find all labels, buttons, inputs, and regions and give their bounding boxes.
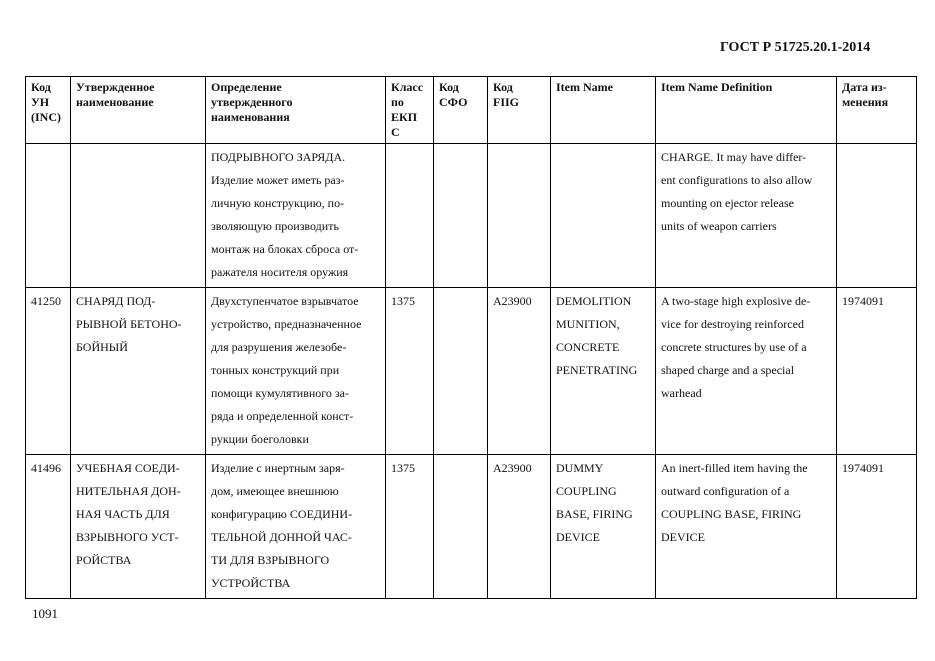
cell-line: mounting on ejector release [661,196,794,210]
cell-name_ru [71,288,206,455]
cell-def_ru [206,455,386,599]
column-header-inc [26,77,71,144]
header-line: ЕКП [391,110,418,124]
column-header-name_en [551,77,656,144]
header-line: Утвержденное [76,80,155,94]
cell-line: 41496 [31,461,61,475]
header-line: утвержденного [211,95,293,109]
cell-name_en [551,455,656,599]
header-line: (INC) [31,110,61,124]
header-line: наименование [76,95,154,109]
cell-line: warhead [661,386,702,400]
header-line: наименования [211,110,290,124]
cell-line: ТИ ДЛЯ ВЗРЫВНОГО [211,553,330,567]
cell-line: НАЯ ЧАСТЬ ДЛЯ [76,507,170,521]
cell-inc [26,288,71,455]
column-header-sfo [434,77,488,144]
cell-def_ru [206,288,386,455]
header-line: FIIG [493,95,520,109]
cell-name_en [551,144,656,288]
cell-inc [26,455,71,599]
cell-line: РОЙСТВА [76,553,132,567]
cell-name_ru [71,455,206,599]
cell-line: 1974091 [842,294,884,308]
cell-line: An inert-filled item having the [661,461,808,475]
header-line: Код [493,80,513,94]
cell-date [837,288,917,455]
cell-line: БОЙНЫЙ [76,340,128,354]
cell-line: A23900 [493,461,532,475]
column-header-fiig [488,77,551,144]
cell-sfo [434,288,488,455]
cell-sfo [434,455,488,599]
header-line: Дата из- [842,80,887,94]
cell-line: помощи кумулятивного за- [211,386,349,400]
cell-line: CONCRETE [556,340,620,354]
header-line: менения [842,95,889,109]
cell-line: DEMOLITION [556,294,632,308]
cell-line: зволяющую производить [211,219,339,233]
cell-line: ent configurations to also allow [661,173,813,187]
header-line: Item Name Definition [661,80,773,94]
header-line: С [391,125,400,139]
table-row [26,144,917,288]
cell-def_en [656,288,837,455]
column-header-date [837,77,917,144]
cell-line: монтаж на блоках сброса от- [211,242,359,256]
cell-line: УСТРОЙСТВА [211,576,291,590]
cell-line: рукции боеголовки [211,432,309,446]
cell-line: СНАРЯД ПОД- [76,294,156,308]
cell-line: CHARGE. It may have differ- [661,150,807,164]
cell-def_en [656,455,837,599]
cell-line: COUPLING [556,484,617,498]
cell-line: конфигурацию СОЕДИНИ- [211,507,353,521]
cell-line: 1375 [391,294,415,308]
cell-line: outward configuration of a [661,484,790,498]
cell-line: DEVICE [661,530,705,544]
cell-line: A23900 [493,294,532,308]
cell-line: COUPLING BASE, FIRING [661,507,802,521]
column-header-name_ru [71,77,206,144]
cell-fiig [488,144,551,288]
cell-line: УЧЕБНАЯ СОЕДИ- [76,461,180,475]
cell-line: НИТЕЛЬНАЯ ДОН- [76,484,181,498]
cell-class [386,288,434,455]
table-row [26,455,917,599]
cell-line: A two-stage high explosive de- [661,294,811,308]
cell-line: ПОДРЫВНОГО ЗАРЯДА. [211,150,346,164]
cell-line: для разрушения железобе- [211,340,347,354]
cell-line: устройство, предназначенное [211,317,362,331]
cell-line: 41250 [31,294,61,308]
cell-line: 1974091 [842,461,884,475]
column-header-def_ru [206,77,386,144]
cell-line: ТЕЛЬНОЙ ДОННОЙ ЧАС- [211,530,352,544]
cell-line: DUMMY [556,461,604,475]
catalog-table [25,76,917,599]
cell-line: Двухступенчатое взрывчатое [211,294,359,308]
cell-date [837,144,917,288]
cell-fiig [488,455,551,599]
column-header-def_en [656,77,837,144]
cell-line: ражателя носителя оружия [211,265,349,279]
cell-class [386,144,434,288]
document-code: ГОСТ Р 51725.20.1-2014 [720,40,871,55]
cell-line: MUNITION, [556,317,620,331]
cell-date [837,455,917,599]
cell-def_en [656,144,837,288]
header-line: СФО [439,95,468,109]
cell-line: BASE, FIRING [556,507,633,521]
cell-line: РЫВНОЙ БЕТОНО- [76,317,182,331]
header-line: УН [31,95,50,109]
page-number: 1091 [32,606,58,621]
cell-line: PENETRATING [556,363,638,377]
cell-line: concrete structures by use of a [661,340,807,354]
cell-line: дом, имеющее внешнюю [211,484,339,498]
cell-class [386,455,434,599]
cell-line: личную конструкцию, по- [211,196,345,210]
cell-line: Изделие может иметь раз- [211,173,345,187]
header-row [26,77,917,144]
cell-line: DEVICE [556,530,600,544]
header-line: Item Name [556,80,613,94]
table-row [26,288,917,455]
header-line: Код [439,80,459,94]
cell-line: ряда и определенной конст- [211,409,354,423]
cell-line: units of weapon carriers [661,219,777,233]
header-line: Определение [211,80,282,94]
cell-line: 1375 [391,461,415,475]
cell-name_en [551,288,656,455]
cell-name_ru [71,144,206,288]
header-line: Класс [391,80,424,94]
cell-fiig [488,288,551,455]
cell-sfo [434,144,488,288]
column-header-class [386,77,434,144]
cell-line: vice for destroying reinforced [661,317,804,331]
cell-line: ВЗРЫВНОГО УСТ- [76,530,179,544]
cell-def_ru [206,144,386,288]
cell-line: тонных конструкций при [211,363,340,377]
cell-line: Изделие с инертным заря- [211,461,345,475]
header-line: Код [31,80,51,94]
cell-line: shaped charge and a special [661,363,795,377]
cell-inc [26,144,71,288]
header-line: по [391,95,404,109]
